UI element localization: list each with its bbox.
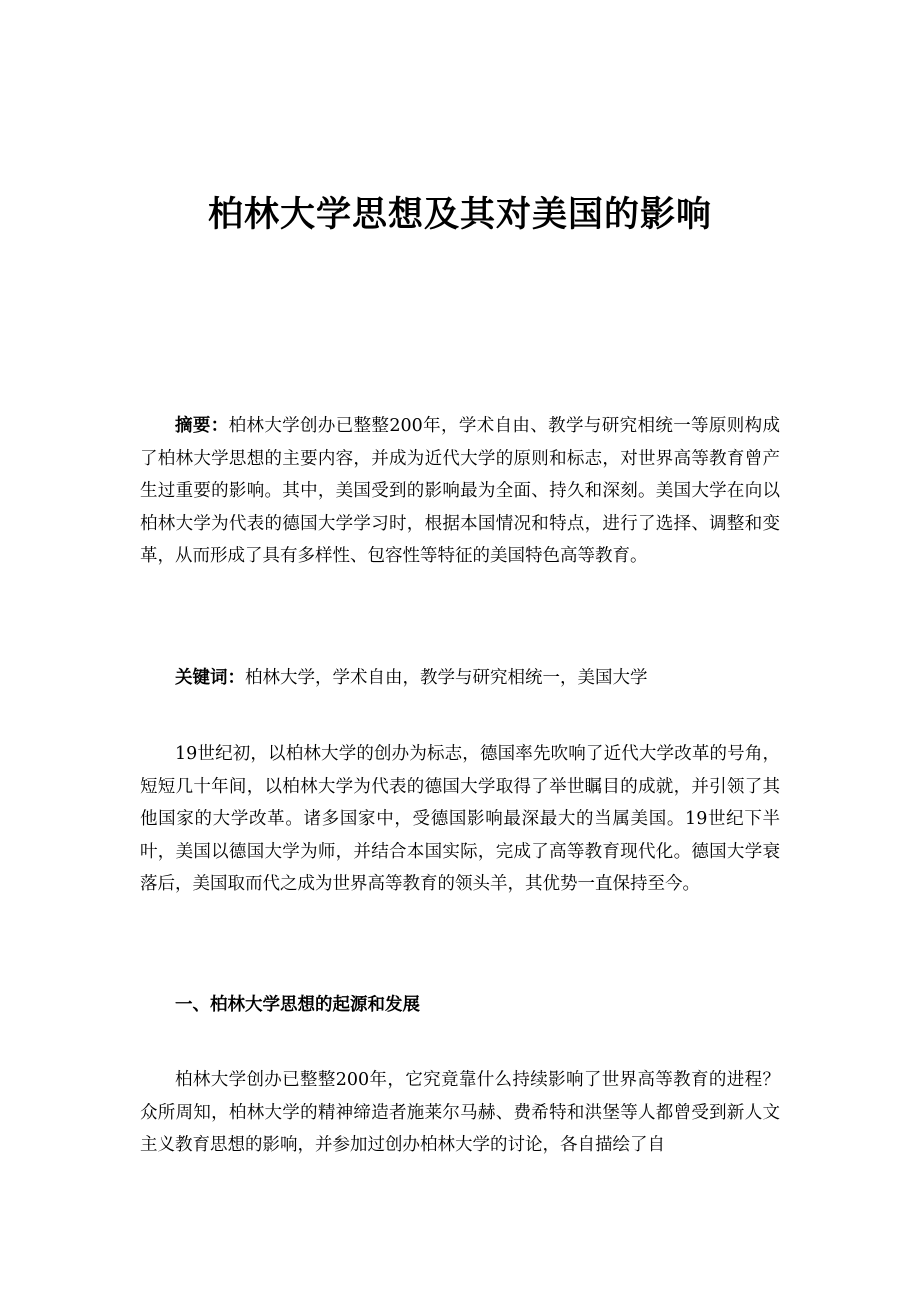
document-title: 柏林大学思想及其对美国的影响 xyxy=(207,194,712,235)
section-body-paragraph: 柏林大学创办已整整200年，它究竟靠什么持续影响了世界高等教育的进程？众所周知，柏林大学的精神缔造者施莱尔马赫、费希特和洪堡等人都曾受到新人文主义教育思想的影响，并参加过创办柏林大学的讨论，各自描绘了自 xyxy=(140,1070,780,1155)
keywords-paragraph xyxy=(140,662,780,695)
intro-paragraph: 19世纪初，以柏林大学的创办为标志，德国率先吹响了近代大学改革的号角，短短几十年间，以柏林大学为代表的德国大学取得了举世瞩目的成就，并引领了其他国家的大学改革。诸多国家中，受德国影响最深最大的当属美国。19世纪下半叶，美国以德国大学为师，并结合本国实际，完成了高等教育现代化。德国大学衰落后，美国取而代之成为世界高等教育的领头羊，其优势一直保持至今。 xyxy=(140,744,780,894)
abstract-text: 柏林大学创办已整整200年，学术自由、教学与研究相统一等原则构成了柏林大学思想的主要内容，并成为近代大学的原则和标志，对世界高等教育曾产生过重要的影响。其中，美国受到的影响最为全面、持久和深刻。美国大学在向以柏林大学为代表的德国大学学习时，根据本国情况和特点，进行了选择、调整和变革，从而形成了具有多样性、包容性等特征的美国特色高等教育。 xyxy=(140,416,781,566)
section-heading-text: 一、柏林大学思想的起源和发展 xyxy=(175,995,420,1015)
section-heading xyxy=(140,989,780,1022)
abstract-label: 摘要： xyxy=(175,416,229,436)
keywords-text: 柏林大学，学术自由，教学与研究相统一，美国大学 xyxy=(245,668,648,688)
keywords-label: 关键词： xyxy=(175,668,245,688)
abstract-paragraph xyxy=(140,410,780,573)
